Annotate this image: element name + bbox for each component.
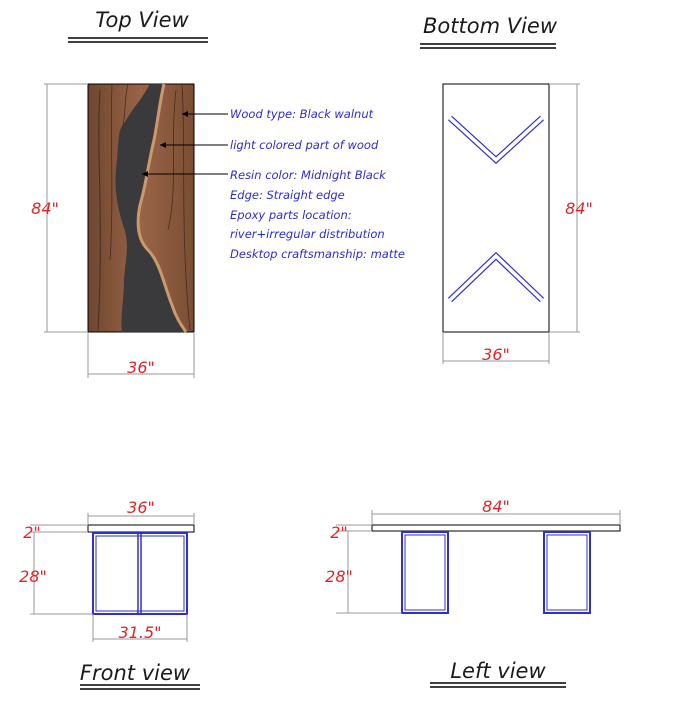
dimension-leg-height-label: 28" [19, 567, 47, 586]
note-resin-color: Resin color: Midnight Black [230, 168, 386, 182]
dimension-length-bottom [549, 84, 593, 332]
dimension-leg-span-front [93, 614, 187, 642]
left-view [325, 497, 620, 687]
dimension-thickness-front [23, 523, 88, 542]
tabletop-wood-resin [88, 84, 194, 332]
note-edge: Edge: Straight edge [230, 188, 345, 202]
dimension-leg-span-label: 31.5" [118, 623, 162, 642]
note-distribution: river+irregular distribution [230, 227, 385, 241]
dimension-width-label: 36" [127, 498, 155, 517]
top-view-title: Top View [95, 8, 189, 32]
left-leg-1 [402, 532, 448, 613]
dimension-thickness-left [330, 523, 372, 542]
dimension-width-bottom [443, 332, 549, 364]
front-legs [93, 533, 187, 614]
left-view-title: Left view [450, 659, 546, 683]
dimension-thickness-label: 2" [23, 523, 41, 542]
dimension-length-label: 84" [31, 199, 59, 218]
note-craftsmanship: Desktop craftsmanship: matte [230, 247, 405, 261]
front-view-title: Front view [79, 661, 191, 685]
dimension-width-label: 36" [482, 345, 510, 364]
bottom-view [420, 14, 593, 364]
top-view [31, 8, 405, 378]
dimension-length-top [31, 84, 88, 332]
note-wood-type: Wood type: Black walnut [230, 107, 374, 121]
front-view [19, 498, 200, 689]
dimension-length-label: 84" [482, 497, 510, 516]
dimension-thickness-label: 2" [330, 523, 348, 542]
dimension-width-top [88, 332, 194, 378]
dimension-width-label: 36" [127, 358, 155, 377]
left-leg-2 [544, 532, 590, 613]
front-tabletop [88, 525, 194, 532]
note-epoxy-location: Epoxy parts location: [230, 208, 352, 222]
bottom-view-title: Bottom View [423, 14, 557, 38]
dimension-length-left [372, 497, 620, 525]
dimension-length-label: 84" [565, 199, 593, 218]
dimension-leg-height-front [19, 532, 93, 614]
dimension-width-front [88, 498, 194, 525]
note-light-wood: light colored part of wood [230, 138, 379, 152]
dimension-leg-height-label: 28" [325, 567, 353, 586]
dimension-leg-height-left [325, 531, 402, 613]
left-tabletop [372, 525, 620, 531]
